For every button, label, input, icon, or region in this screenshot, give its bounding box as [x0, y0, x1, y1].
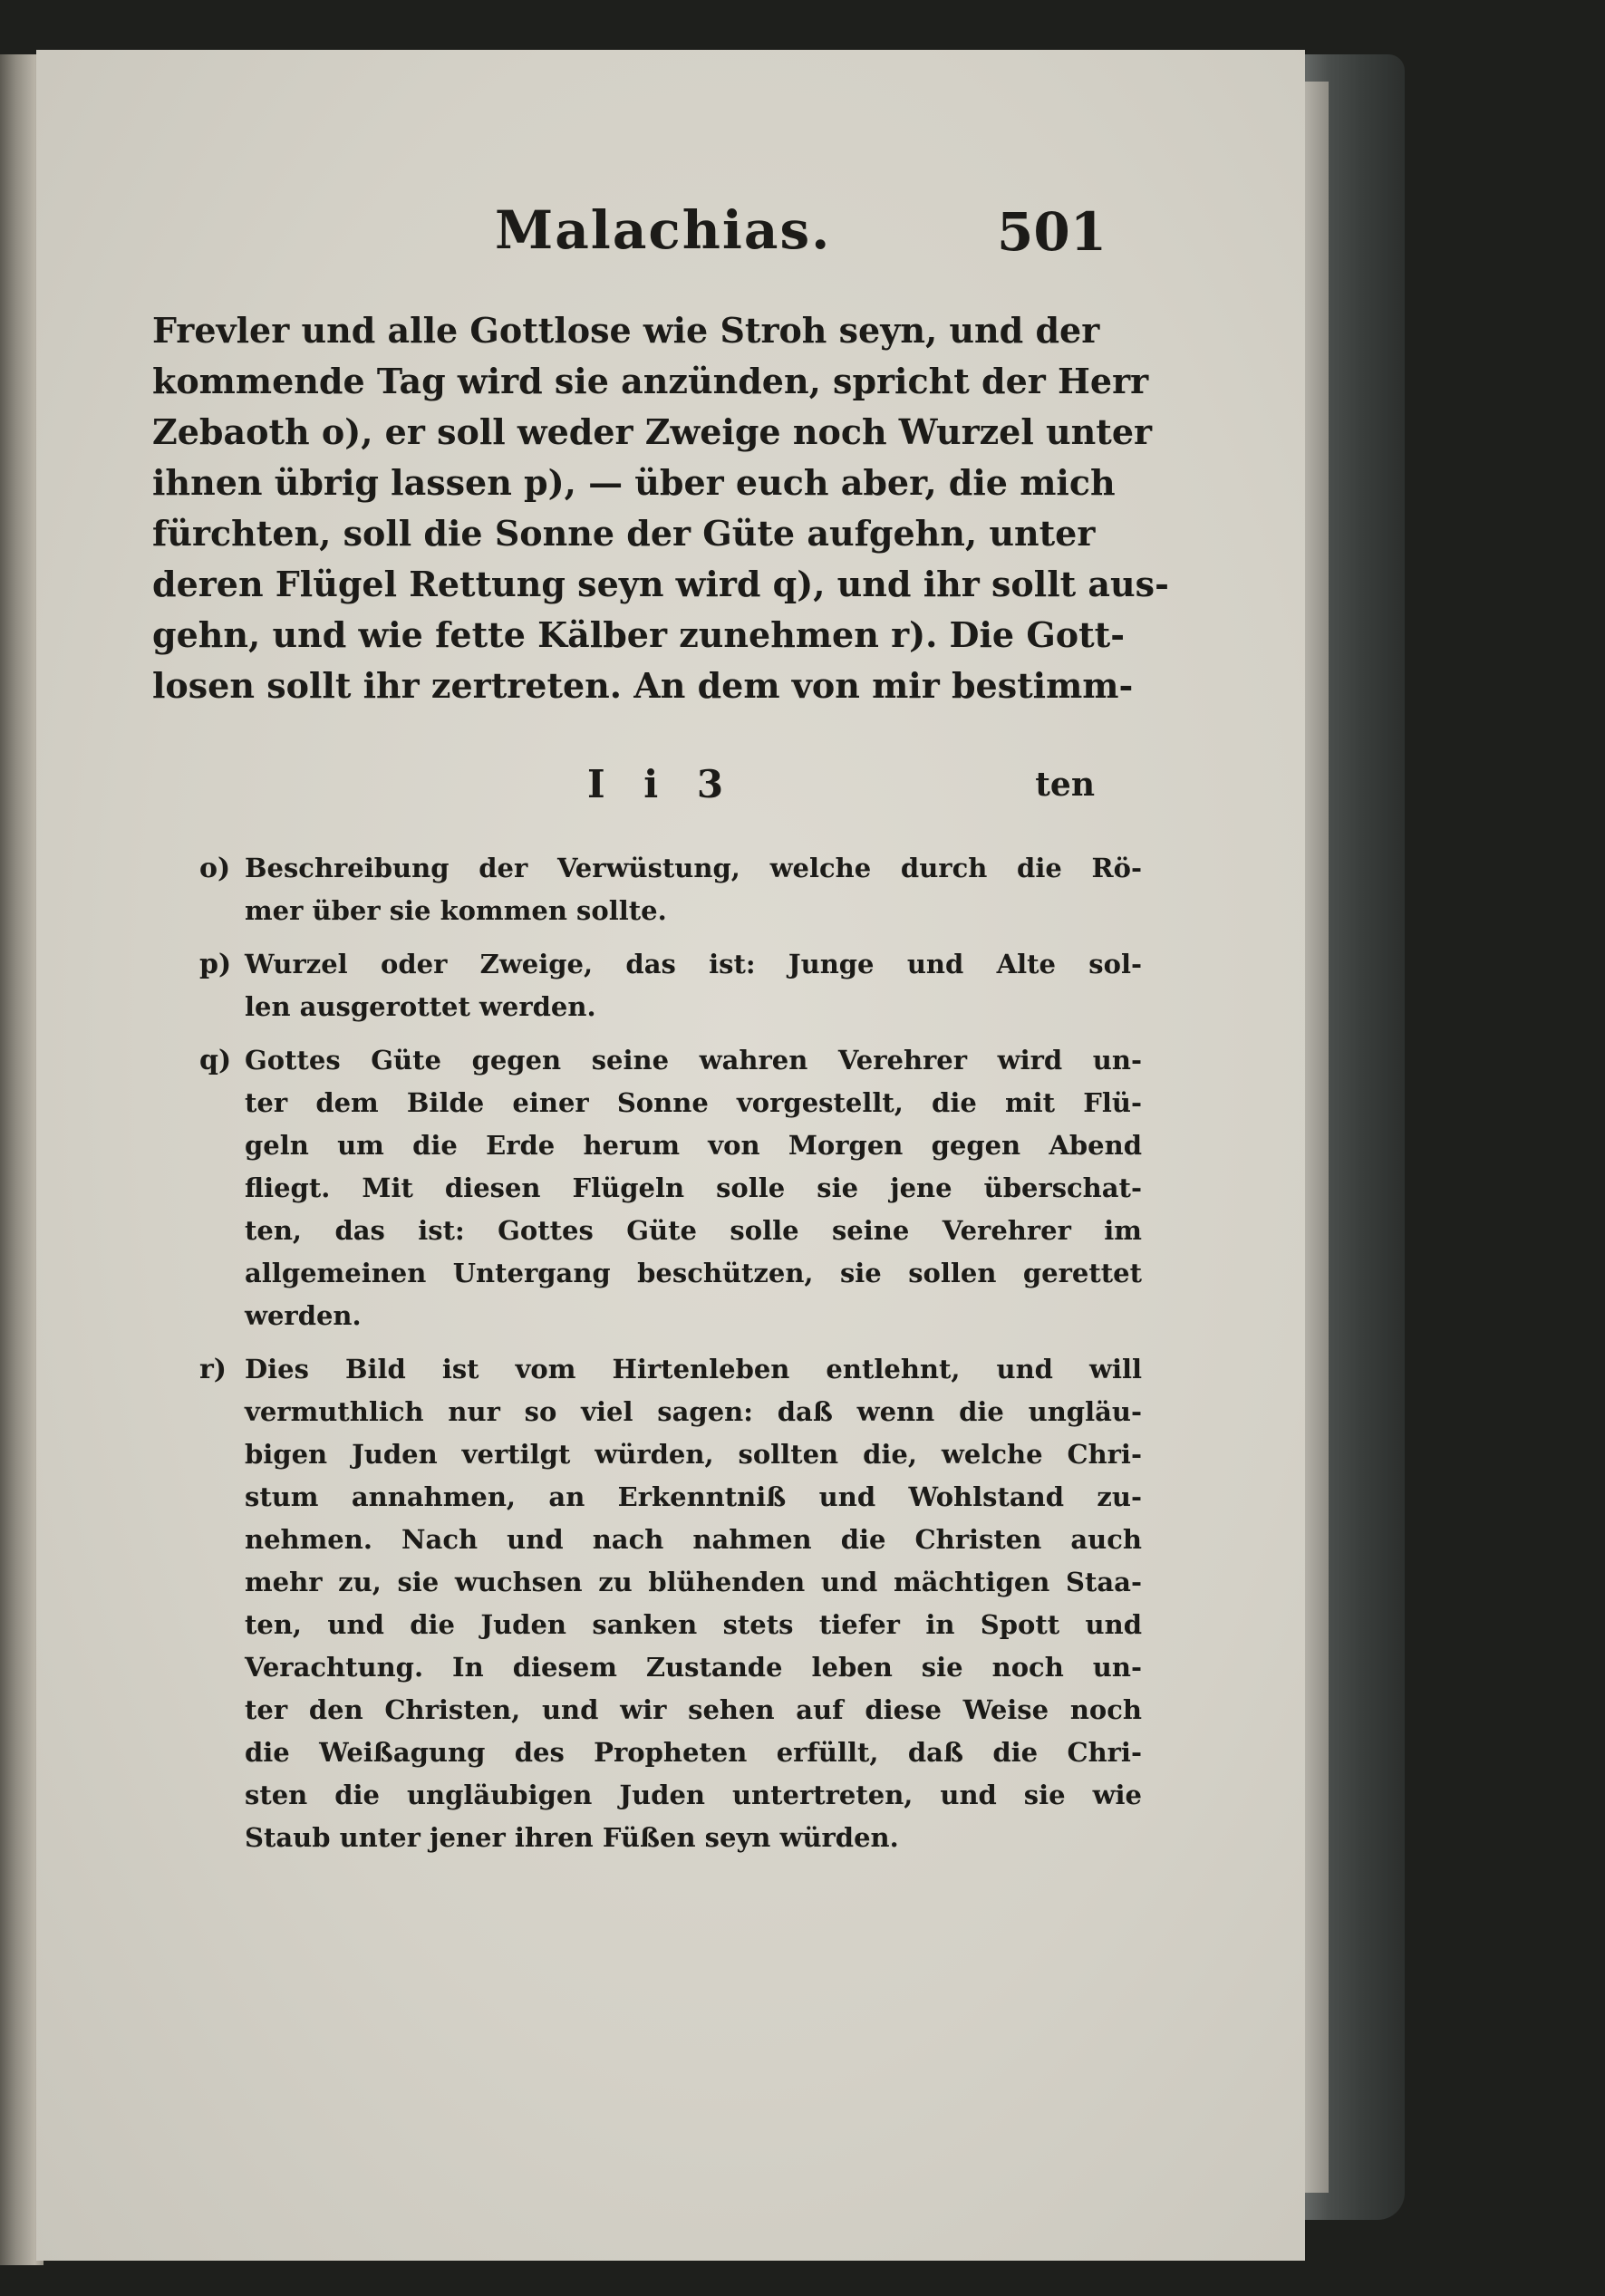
footnotes — [199, 847, 1142, 1870]
footnote-line: Dies Bild ist vom Hirtenleben entlehnt, und will — [245, 1354, 1142, 1384]
footnote-line: Staub unter jener ihren Füßen seyn würden. — [245, 1822, 899, 1853]
footnote-q — [199, 1039, 1142, 1337]
signature-line — [152, 762, 1095, 816]
footnote-marker: r) — [199, 1354, 227, 1385]
footnote-line: Verachtung. In diesem Zustande leben sie noch un- — [245, 1652, 1142, 1683]
signature-mark: I i 3 — [587, 762, 737, 806]
footnote-line: mer über sie kommen sollte. — [245, 895, 667, 926]
footnote-line: allgemeinen Untergang beschützen, sie sollen gerettet — [245, 1258, 1142, 1288]
text-line: Zebaoth o), er soll weder Zweige noch Wurzel unter — [152, 411, 1153, 452]
page-title: Malachias. — [495, 199, 832, 261]
footnote-line: bigen Juden vertilgt würden, sollten die, welche Chri- — [245, 1439, 1142, 1470]
running-head — [36, 190, 1305, 272]
book-page — [36, 50, 1305, 2261]
footnote-line: len ausgerottet werden. — [245, 991, 596, 1022]
footnote-line: sten die ungläubigen Juden untertreten, und sie wie — [245, 1780, 1142, 1810]
footnote-line: ter den Christen, und wir sehen auf diese Weise noch — [245, 1694, 1142, 1725]
footnote-line: fliegt. Mit diesen Flügeln solle sie jene überschat- — [245, 1172, 1142, 1203]
text-line: kommende Tag wird sie anzünden, spricht der Herr — [152, 361, 1149, 401]
footnote-marker: o) — [199, 853, 231, 884]
main-text — [152, 305, 1169, 711]
text-line: ihnen übrig lassen p), — über euch aber, die mich — [152, 462, 1116, 503]
footnote-marker: q) — [199, 1045, 232, 1076]
text-line: gehn, und wie fette Kälber zunehmen r). Die Gott- — [152, 614, 1125, 655]
footnote-line: mehr zu, sie wuchsen zu blühenden und mächtigen Staa- — [245, 1567, 1142, 1597]
footnote-line: nehmen. Nach und nach nahmen die Christen auch — [245, 1524, 1142, 1555]
text-line: fürchten, soll die Sonne der Güte aufgehn, unter — [152, 513, 1096, 554]
footnote-line: geln um die Erde herum von Morgen gegen Abend — [245, 1130, 1142, 1161]
footnote-r — [199, 1348, 1142, 1859]
footnote-o — [199, 847, 1142, 932]
text-line: losen sollt ihr zertreten. An dem von mir bestimm- — [152, 665, 1134, 706]
footnote-p — [199, 943, 1142, 1028]
footnote-line: stum annahmen, an Erkenntniß und Wohlstand zu- — [245, 1481, 1142, 1512]
catchword: ten — [1035, 766, 1095, 804]
footnote-line: Beschreibung der Verwüstung, welche durch die Rö- — [245, 853, 1142, 883]
footnote-line: ten, und die Juden sanken stets tiefer in Spott und — [245, 1609, 1142, 1640]
footnote-marker: p) — [199, 949, 232, 980]
footnote-line: werden. — [245, 1300, 362, 1331]
footnote-line: ten, das ist: Gottes Güte solle seine Verehrer im — [245, 1215, 1142, 1246]
footnote-line: ter dem Bilde einer Sonne vorgestellt, die mit Flü- — [245, 1087, 1142, 1118]
footnote-line: Wurzel oder Zweige, das ist: Junge und Alte sol- — [245, 949, 1142, 979]
footnote-line: Gottes Güte gegen seine wahren Verehrer wird un- — [245, 1045, 1142, 1076]
page-number: 501 — [997, 201, 1107, 263]
footnote-line: vermuthlich nur so viel sagen: daß wenn die ungläu- — [245, 1396, 1142, 1427]
right-page-edge — [1301, 82, 1329, 2193]
text-line: Frevler und alle Gottlose wie Stroh seyn, und der — [152, 310, 1100, 351]
footnote-line: die Weißagung des Propheten erfüllt, daß die Chri- — [245, 1737, 1142, 1768]
text-line: deren Flügel Rettung seyn wird q), und ihr sollt aus- — [152, 564, 1169, 604]
